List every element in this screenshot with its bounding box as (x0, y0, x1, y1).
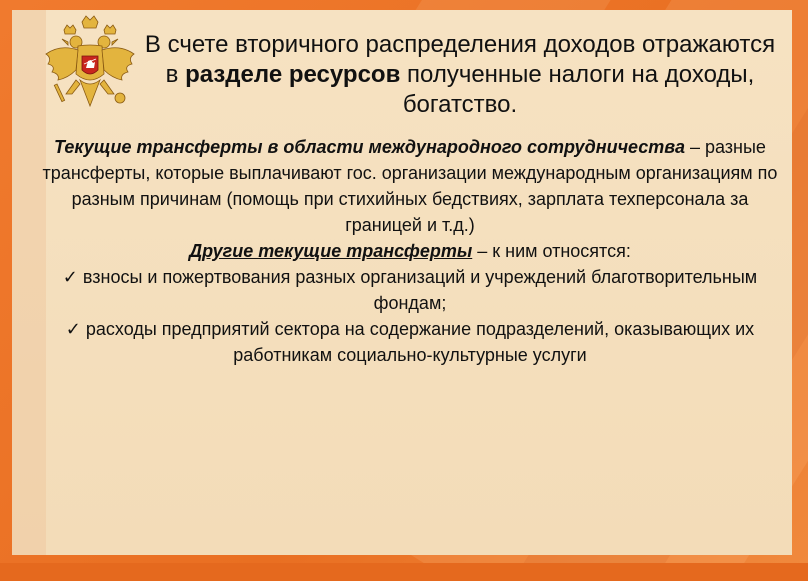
list-item (40, 316, 780, 368)
paragraph-text: – к ним относятся: (472, 241, 631, 261)
slide-title (140, 30, 780, 120)
paragraph-text: – разные трансферты, которые выплачивают гос. организации международным организациям по разным причинам (помощь при стихийных бедствиях, зарплата техперсонала за границей и т.д.) (42, 137, 778, 235)
term-other-transfers: Другие текущие трансферты (189, 241, 473, 261)
slide-body (40, 134, 780, 368)
title-text-part2: полученные налоги на доходы, богатство. (400, 61, 755, 118)
title-text-part1: В счете вторичного распределения доходов отражаются в (144, 31, 776, 88)
list-item-text: расходы предприятий сектора на содержание подразделений, оказывающих их работникам социально-культурные услуги (85, 319, 755, 365)
bottom-strip (0, 563, 808, 581)
checkmark-icon: ✓ (62, 267, 78, 287)
checkmark-icon: ✓ (65, 319, 81, 339)
title-text-bold: разделе ресурсов (185, 61, 401, 88)
term-international-transfers: Текущие трансферты в области международного сотрудничества (54, 137, 685, 157)
list-item (40, 264, 780, 316)
paragraph-other-transfers (40, 238, 780, 264)
russian-coat-of-arms-icon (38, 14, 142, 122)
list-item-text: взносы и пожертвования разных организаций и учреждений благотворительным фондам; (82, 267, 758, 313)
paragraph-international-transfers (40, 134, 780, 238)
